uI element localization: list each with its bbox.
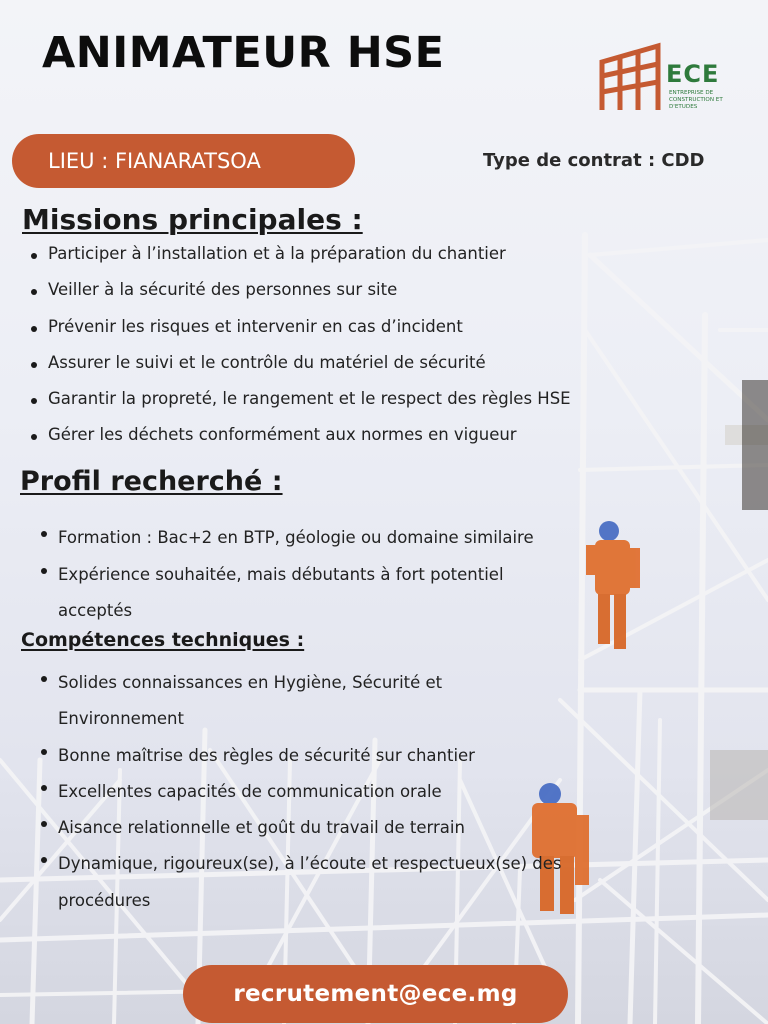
- list-item: Prévenir les risques et intervenir en cas d’incident: [26, 315, 571, 339]
- list-item: Veiller à la sécurité des personnes sur site: [26, 278, 571, 302]
- list-item: Dynamique, rigoureux(se), à l’écoute et respectueux(se) des procédures: [36, 846, 606, 919]
- job-title: ANIMATEUR HSE: [42, 28, 445, 78]
- email-address[interactable]: recrutement@ece.mg: [233, 981, 518, 1007]
- list-item: Solides connaissances en Hygiène, Sécurité et Environnement: [36, 665, 496, 738]
- missions-list: [26, 242, 571, 460]
- profil-heading: Profil recherché :: [20, 466, 283, 497]
- company-logo: [598, 40, 748, 116]
- list-item: Garantir la propreté, le rangement et le respect des règles HSE: [26, 387, 571, 411]
- competences-heading: Compétences techniques :: [21, 629, 305, 651]
- list-item: Assurer le suivi et le contrôle du matériel de sécurité: [26, 351, 571, 375]
- building-logo-icon: [598, 40, 664, 114]
- list-item: Participer à l’installation et à la préparation du chantier: [26, 242, 571, 266]
- list-item: Aisance relationnelle et goût du travail de terrain: [36, 810, 616, 846]
- logo-name: ECE: [666, 60, 720, 88]
- location-label: LIEU : FIANARATSOA: [48, 149, 261, 173]
- competences-list: [36, 665, 616, 919]
- list-item: Excellentes capacités de communication orale: [36, 774, 616, 810]
- list-item: Formation : Bac+2 en BTP, géologie ou domaine similaire: [36, 520, 596, 557]
- list-item: Gérer les déchets conformément aux normes en vigueur: [26, 423, 571, 447]
- contract-type: Type de contrat : CDD: [483, 150, 705, 171]
- email-contact-button[interactable]: [183, 965, 568, 1023]
- missions-heading: Missions principales :: [22, 203, 363, 236]
- list-item: Bonne maîtrise des règles de sécurité sur chantier: [36, 738, 616, 774]
- logo-tagline: ENTREPRISE DE CONSTRUCTION ET D'ETUDES: [669, 90, 723, 110]
- list-item: Expérience souhaitée, mais débutants à fort potentiel acceptés: [36, 557, 536, 630]
- location-badge: [12, 134, 355, 188]
- profil-list: [36, 520, 596, 630]
